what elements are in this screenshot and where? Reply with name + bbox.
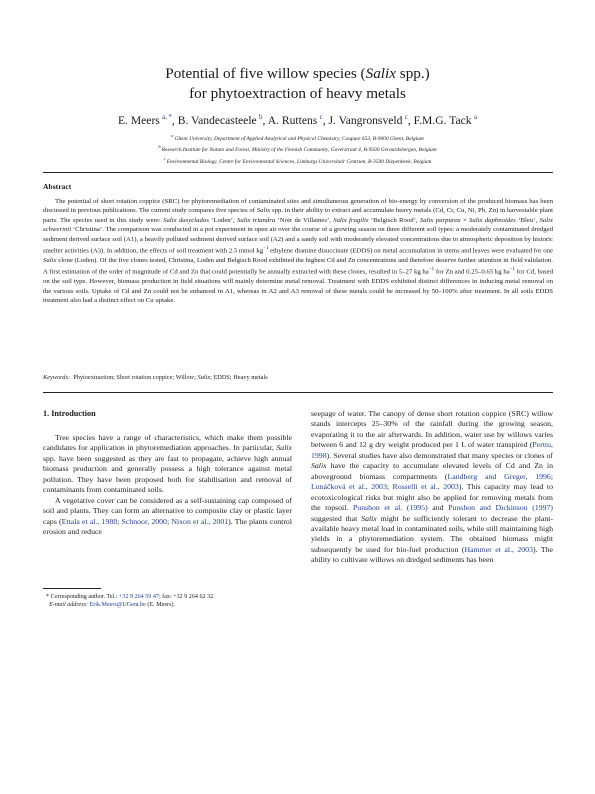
section-heading: 1. Introduction (43, 409, 96, 418)
title-line-2: for phytoextraction of heavy metals (189, 85, 406, 102)
author: F.M.G. Tack $^a$ (413, 113, 478, 127)
keywords: Keywords: Phytoextraction; Short rotation coppice; Willow; Salix; EDDS; Heavy metals (43, 374, 268, 381)
citation-link[interactable]: Nixon et al., 2001 (171, 516, 229, 526)
paragraph: seepage of water. The canopy of dense short rotation coppice (SRC) willow stands intercepts 25–30% of the rainfall during the growing season, evaporating it to the air afterwards. In addition, water use by willows varies between 6 and 12 g dry weight produced per 1 L of water transpired (Perttu, 1998). Several studies have also demonstrated that many species or clones of Salix have the capacity to accumulate elevated levels of Cd and Zn in aboveground biomass compartments (Landberg and Greger, 1996; Lunáčková et al., 2003; Rosselli et al., 2003). This capacity may lead to ecotoxicological risks but might also be applied for removing metals from the topsoil. Punshon et al. (1995) and Punshon and Dickinson (1997) suggested that Salix might be sufficiently tolerant to decrease the plant-available heavy metal load in contaminated soils, while still maintaining high yields in a phytoremediation system. The obtained biomass might subsequently be used for bio-fuel production (Hammer et al., 2003). The ability to cultivate willows on dredged sediments has been (311, 409, 554, 565)
body-column-right (311, 409, 553, 566)
body-column-left (43, 433, 292, 538)
abstract-heading: Abstract (43, 182, 72, 191)
corresponding-author: * Corresponding author. Tel.: +32 9 264 59 47; fax: +32 9 264 62 32. (46, 594, 215, 600)
abstract-text: The potential of short rotation coppice (SRC) for phytoremediation of contaminated sites and simultaneous generation of bio-energy by conversion of the produced biomass has been discussed in previous publications. The current study compares five species of Salix spp. in their ability to extract and accumulate heavy metals (Cd, Cr, Cu, Ni, Pb, Zn) in harvestable plant parts. The species used in this study were: Salix dasyclados ‘Loden’, Salix triandra ‘Noir de Villaines’, Salix fragilis ‘Belgisch Rood’, Salix purpurea × Salix daphnoides ‘Bleu’, Salix schwerinii ‘Christina’. The comparison was conducted in a pot experiment in open air over the course of a growing season on three different soil types: a moderately contaminated dredged sediment derived surface soil (A1), a heavily polluted sediment derived surface soil (A2) and a sandy soil with moderately elevated concentrations due to atmospheric deposition by historic smelter activities (A3). In addition, the effects of soil treatment with 2.5 mmol $kg^{-1}$ ethylene diamine disuccinate (EDDS) on metal accumulation in stems and leaves were evaluated for one Salix clone (Loden). Of the five clones tested, Christina, Loden and Belgisch Rood exhibited the highest Cd and Zn concentrations and therefore deserve further attention in field validation. A first estimation of the order of magnitude of Cd and Zn that could potentially be annually extracted with these clones, resulted in 5–27 kg $ha^{-1}$ for Zn and 0.25–0.65 kg $ha^{-1}$ for Cd, based on the soil type. However, biomass production in field situations will mainly determine metal removal. Treatment with EDDS exhibited distinct differences in inducing metal removal on the various soils. Uptake of Cd and Zn could not be enhanced in A1, whereas in A2 and A3 removal of these metals could be increased by 50–100% after treatment. In all soils EDDS treatment also had a distinct effect on Cu uptake. (43, 198, 553, 305)
email-link[interactable]: Erik.Meers@UGent.be (89, 602, 146, 609)
author: E. Meers $^{a, *}$ (117, 113, 172, 127)
citation-link[interactable]: Punshon et al. (1995) (352, 503, 428, 513)
author: J. Vangronsveld $^c$ (328, 113, 408, 127)
email-line: E-mail address: Erik.Meers@UGent.be (E. Meers). (49, 602, 175, 609)
citation-link[interactable]: Rosselli et al., 2003 (392, 482, 459, 492)
citation-link[interactable]: Schnoor, 2000 (121, 516, 167, 526)
citation-link[interactable]: Lunáčková et al., 2003 (311, 482, 387, 492)
divider (43, 172, 553, 173)
citation-link[interactable]: Perttu, 1998 (311, 440, 553, 460)
divider (43, 392, 553, 393)
paragraph: Tree species have a range of characteristics, which make them possible candidates for application in phytoremediation approaches. In particular, Salix spp. have been suggested as they are fast to propagate, achieve high annual biomass production and generally possess a high tolerance against metal pollution. They have been proposed both for stabilisation and removal of contaminants from contaminated soils. (43, 433, 292, 495)
affiliation: $^b$ Research Institute for Nature and Forest, Ministry of the Flemish Community, Gaverstraat 4, B-9500 Geraardsbergen, Belgium (158, 144, 437, 154)
affiliation: $^a$ Ghent University, Department of Applied Analytical and Physical Chemistry, Coupure 653, B-9000 Ghent, Belgium (171, 133, 424, 142)
paper-title (0, 64, 595, 104)
phone-link[interactable]: +32 9 264 59 47 (118, 594, 159, 600)
citation-link[interactable]: Hammer et al., 2003 (464, 544, 533, 554)
author-list: E. Meers $^{a, *}$, B. Vandecasteele $^b$, A. Ruttens $^c$, J. Vangronsveld $^c$, F.M.G. Tack $^a$ (117, 113, 478, 127)
citation-link[interactable]: Landberg and Greger, 1996 (447, 471, 551, 481)
affiliation: $^c$ Environmental Biology, Centre for Environmental Sciences, Limburgs Universitair Centrum, B-3590 Diepenbeek, Belgium (163, 155, 432, 165)
citation-link[interactable]: Ettala et al., 1988 (61, 516, 118, 526)
author: A. Ruttens $^c$ (267, 113, 323, 127)
footnote (43, 593, 292, 610)
footnote-divider (43, 588, 101, 589)
author: B. Vandecasteele $^b$ (177, 113, 263, 127)
paragraph: A vegetative cover can be considered as a self-sustaining cap composed of soil and plants. They can form an alternative to composite clay or plastic layer caps (Ettala et al., 1988; Schnoor, 2000; Nixon et al., 2001). The plants control erosion and reduce (43, 495, 292, 537)
citation-link[interactable]: Punshon and Dickinson (1997) (448, 503, 553, 513)
title-line-1: Potential of five willow species (Salix spp.) (165, 65, 430, 82)
affiliations (0, 132, 595, 166)
